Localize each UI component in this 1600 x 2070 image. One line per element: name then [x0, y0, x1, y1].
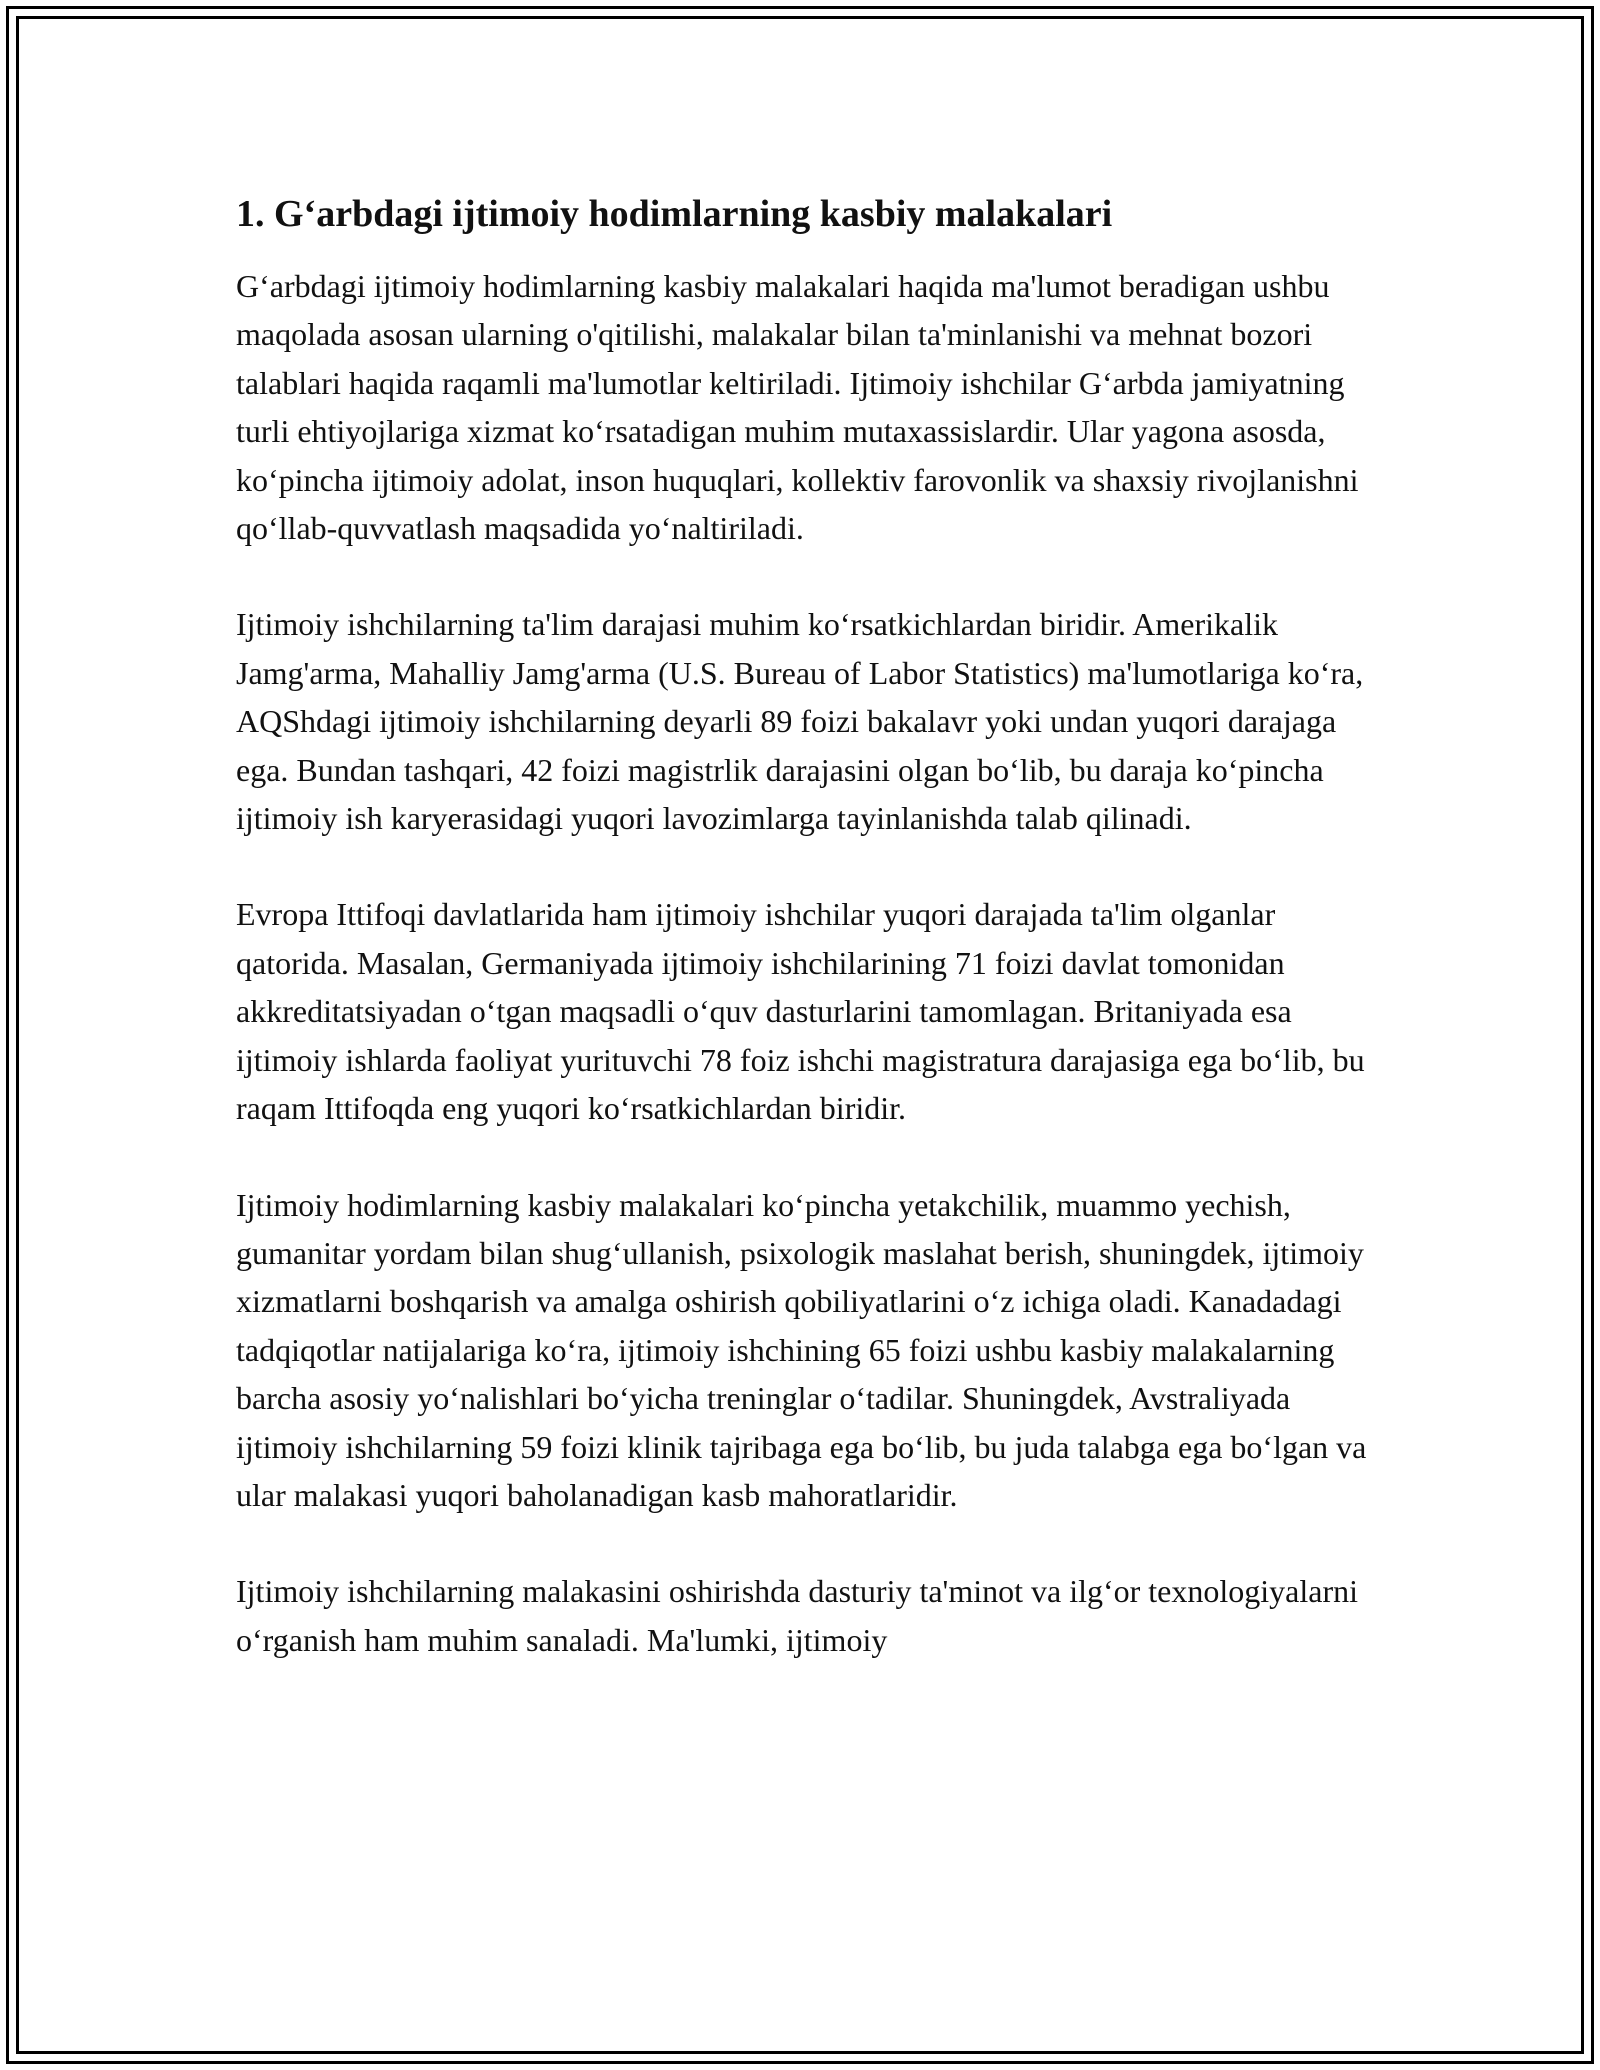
section-heading: 1. G‘arbdagi ijtimoiy hodimlarning kasbiy malakalari: [236, 193, 1113, 235]
paragraph-4: Ijtimoiy hodimlarning kasbiy malakalari ko‘pincha yetakchilik, muammo yechish, gumanitar yordam bilan shug‘ullanish, psixologik maslahat berish, shuningdek, ijtimoiy xizmatlarni boshqarish va amalga oshirish qobiliyatlarini o‘z ichiga oladi. Kanadadagi tadqiqotlar natijalariga ko‘ra, ijtimoiy ishchining 65 foizi ushbu kasbiy malakalarning barcha asosiy yo‘nalishlari bo‘yicha treninglar o‘tadilar. Shuningdek, Avstraliyada ijtimoiy ishchilarning 59 foizi klinik tajribaga ega bo‘lib, bu juda talabga ega bo‘lgan va ular malakasi yuqori baholanadigan kasb mahoratlaridir.: [236, 1186, 1367, 1513]
paragraph-5: Ijtimoiy ishchilarning malakasini oshirishda dasturiy ta'minot va ilg‘or texnologiyalarni o‘rganish ham muhim sanaladi. Ma'lumki, ijtimoiy: [236, 1573, 1358, 1658]
paragraph-1: G‘arbdagi ijtimoiy hodimlarning kasbiy malakalari haqida ma'lumot beradigan ushbu maqolada asosan ularning o'qitilishi, malakalar bilan ta'minlanishi va mehnat bozori talablari haqida raqamli ma'lumotlar keltiriladi. Ijtimoiy ishchilar G‘arbda jamiyatning turli ehtiyojlariga xizmat ko‘rsatadigan muhim mutaxassislardir. Ular yagona asosda, ko‘pincha ijtimoiy adolat, inson huquqlari, kollektiv farovonlik va shaxsiy rivojlanishni qo‘llab-quvvatlash maqsadida yo‘naltiriladi.: [236, 268, 1359, 547]
paragraph-2: Ijtimoiy ishchilarning ta'lim darajasi muhim ko‘rsatkichlardan biridir. Amerikalik Jamg'arma, Mahalliy Jamg'arma (U.S. Bureau of Labor Statistics) ma'lumotlariga ko‘ra, AQShdagi ijtimoiy ishchilarning deyarli 89 foizi bakalavr yoki undan yuqori darajaga ega. Bundan tashqari, 42 foizi magistrlik darajasini olgan bo‘lib, bu daraja ko‘pincha ijtimoiy ish karyerasidagi yuqori lavozimlarga tayinlanishda talab qilinadi.: [236, 606, 1364, 837]
paragraph-3: Evropa Ittifoqi davlatlarida ham ijtimoiy ishchilar yuqori darajada ta'lim olganlar qatorida. Masalan, Germaniyada ijtimoiy ishchilarining 71 foizi davlat tomonidan akkreditatsiyadan o‘tgan maqsadli o‘quv dasturlarini tamomlagan. Britaniyada esa ijtimoiy ishlarda faoliyat yurituvchi 78 foiz ishchi magistratura darajasiga ega bo‘lib, bu raqam Ittifoqda eng yuqori ko‘rsatkichlardan biridir.: [236, 896, 1365, 1127]
document-body: [236, 186, 1376, 1712]
